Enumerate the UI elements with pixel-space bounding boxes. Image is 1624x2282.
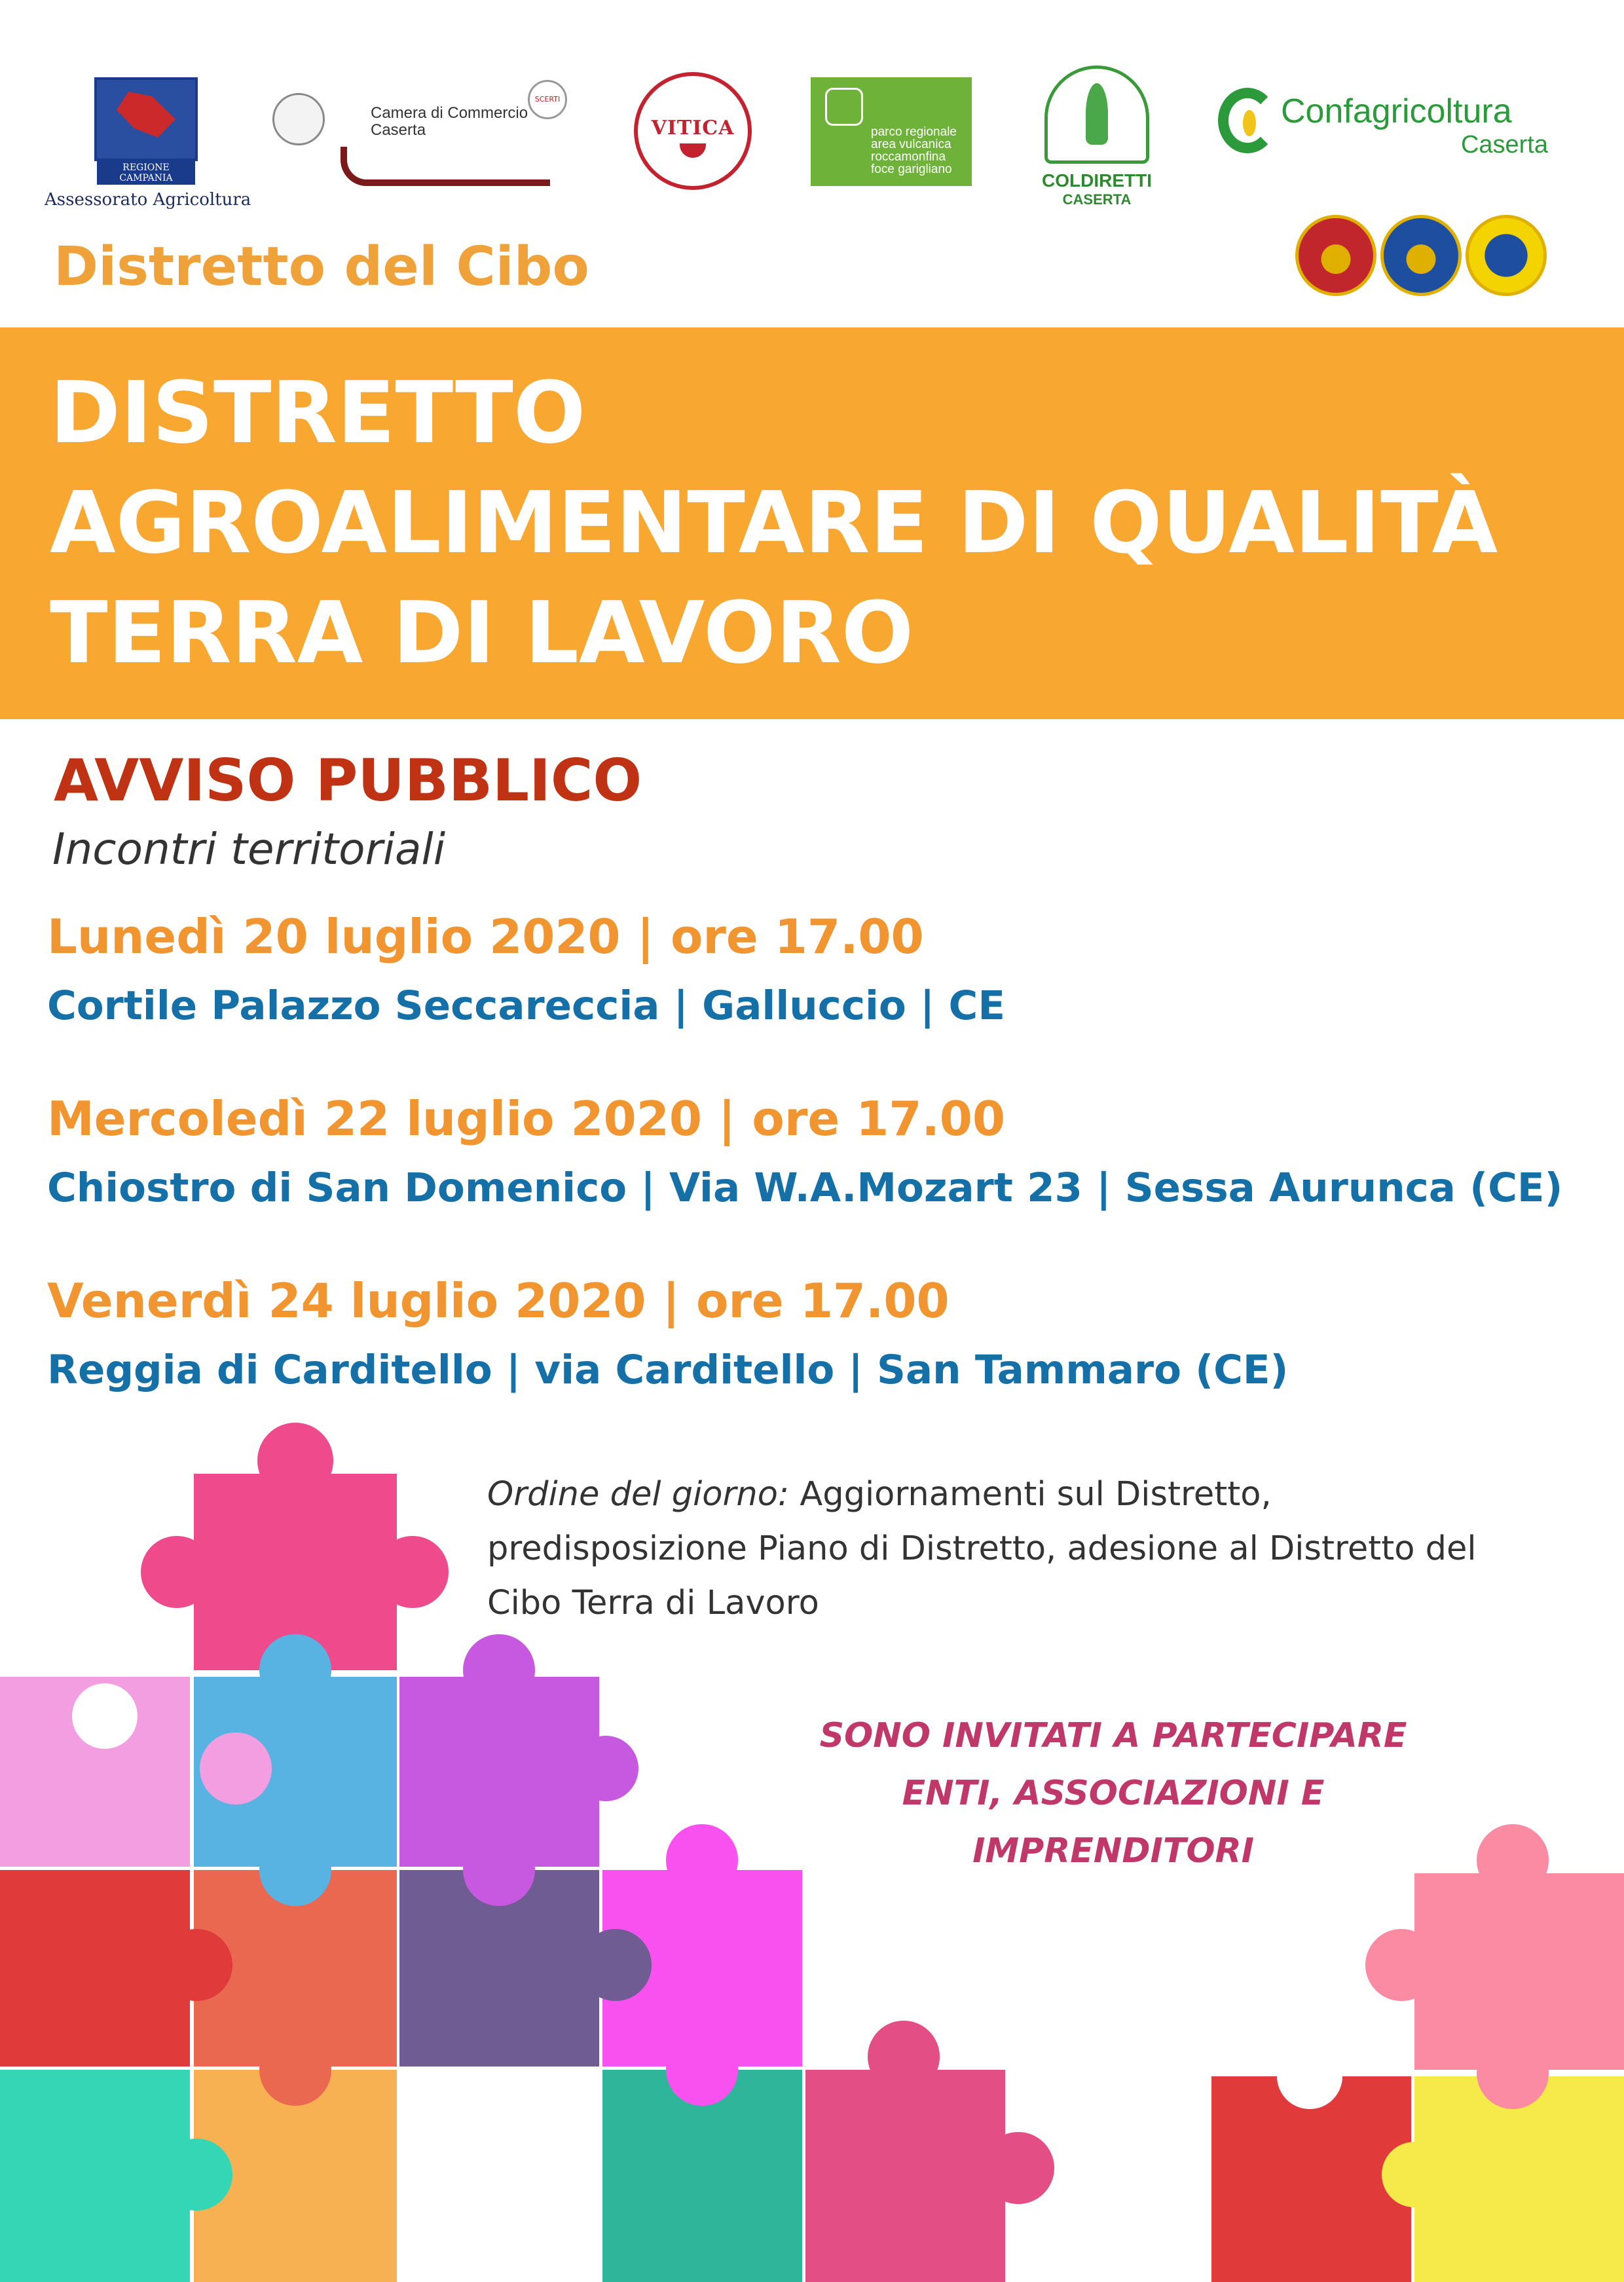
confagricoltura-text: Confagricoltura <box>1281 92 1512 130</box>
coldiretti-logo <box>1041 65 1153 216</box>
camera-swoosh-icon <box>341 147 550 186</box>
banner-line-1: DISTRETTO <box>50 363 586 462</box>
parco-text-3: roccamonfina <box>871 150 946 164</box>
parco-leaf-icon <box>825 88 863 126</box>
event-2-place: Chiostro di San Domenico | Via W.A.Mozart 23 | Sessa Aurunca (CE) <box>47 1165 1563 1211</box>
camera-name-1: Camera di Commercio <box>371 104 528 122</box>
confagricoltura-mark-icon <box>1218 88 1277 153</box>
wheat-shield-icon <box>1044 65 1149 164</box>
avviso-subtitle: Incontri territoriali <box>52 824 446 874</box>
agenda-line-3: Cibo Terra di Lavoro <box>487 1584 819 1622</box>
parco-text-2: area vulcanica <box>871 138 951 151</box>
agenda-text <box>487 1467 1587 1630</box>
agenda-label: Ordine del giorno: <box>487 1475 790 1514</box>
confagricoltura-logo <box>1218 85 1559 164</box>
invitation-text <box>707 1707 1519 1880</box>
coldiretti-text: COLDIRETTI <box>1042 170 1152 191</box>
agenda-line-2: predisposizione Piano di Distretto, adesione al Distretto del <box>487 1529 1477 1568</box>
campania-caption: Assessorato Agricoltura <box>45 190 251 210</box>
coldiretti-city: CASERTA <box>1062 191 1132 208</box>
campania-shield-icon <box>94 77 198 161</box>
banner-line-3: TERRA DI LAVORO <box>50 583 914 683</box>
confagricoltura-city: Caserta <box>1460 131 1548 159</box>
vitica-text: VITICA <box>651 117 735 140</box>
avviso-title: AVVISO PUBBLICO <box>54 747 642 814</box>
camera-name-2: Caserta <box>371 121 426 139</box>
banner-line-2: AGROALIMENTARE DI QUALITÀ <box>50 473 1498 572</box>
event-3-place: Reggia di Carditello | via Carditello | San Tammaro (CE) <box>47 1347 1289 1393</box>
invitation-line-1: SONO INVITATI A PARTECIPARE <box>819 1716 1407 1755</box>
igp-seal-icon <box>1380 215 1462 296</box>
invitation-line-3: IMPRENDITORI <box>972 1831 1254 1871</box>
regione-campania-logo <box>45 77 251 210</box>
wine-glass-icon <box>680 143 706 158</box>
camera-seal-icon <box>272 93 325 145</box>
event-3-date: Venerdì 24 luglio 2020 | ore 17.00 <box>47 1273 950 1328</box>
dop-seal-icon <box>1295 215 1376 296</box>
distretto-cibo-label: Distretto del Cibo <box>54 236 589 298</box>
vitica-logo <box>634 72 752 190</box>
parco-regionale-logo <box>811 77 972 186</box>
camera-commercio-logo <box>242 73 570 191</box>
stg-seal-icon <box>1466 215 1547 296</box>
parco-text-1: parco regionale <box>871 125 957 139</box>
parco-text-4: foce garigliano <box>871 162 952 176</box>
event-1-date: Lunedì 20 luglio 2020 | ore 17.00 <box>47 909 924 964</box>
camera-badge: SCERTI <box>528 80 567 119</box>
agenda-line-1: Aggiornamenti sul Distretto, <box>789 1475 1272 1514</box>
event-2-date: Mercoledì 22 luglio 2020 | ore 17.00 <box>47 1091 1005 1146</box>
campania-bar-text: REGIONE CAMPANIA <box>97 161 195 185</box>
title-banner <box>0 327 1624 719</box>
invitation-line-2: ENTI, ASSOCIAZIONI E <box>902 1774 1325 1813</box>
event-1-place: Cortile Palazzo Seccareccia | Galluccio | CE <box>47 982 1005 1029</box>
